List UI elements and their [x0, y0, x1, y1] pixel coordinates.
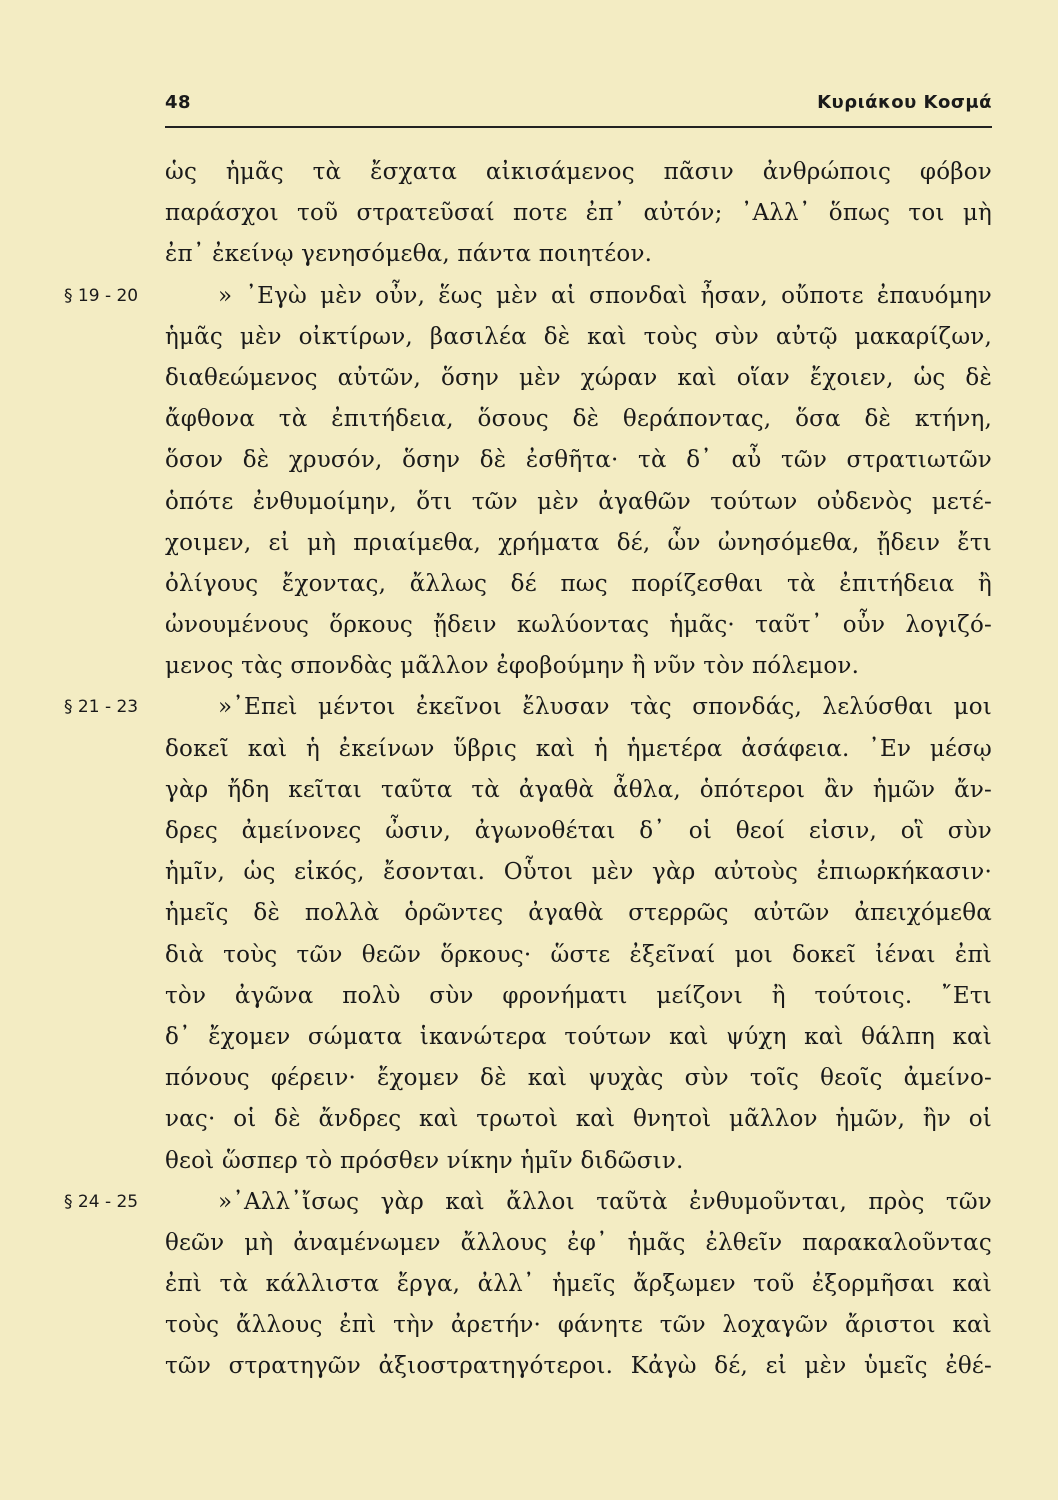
section-marker: § 24 - 25: [64, 1191, 139, 1212]
text-line: ὅσον δὲ χρυσόν, ὅσην δὲ ἐσθῆτα· τὰ δ᾿ αὖ τῶν στρατιωτῶν: [165, 447, 992, 474]
text-line: θεοὶ ὥσπερ τὸ πρόσθεν νίκην ἡμῖν διδῶσιν.: [165, 1147, 684, 1174]
section-marker: § 19 - 20: [64, 285, 139, 306]
text-line: δ᾿ ἔχομεν σώματα ἱκανώτερα τούτων καὶ ψύχη καὶ θάλπη καὶ: [165, 1023, 992, 1050]
text-line: § 24 - 25 »᾿Αλλ᾿ἴσως γὰρ καὶ ἄλλοι ταῦτὰ ἐνθυμοῦνται, πρὸς τῶν: [0, 1182, 1058, 1223]
text-line: § 21 - 23 »᾿Επεὶ μέντοι ἐκεῖνοι ἔλυσαν τὰς σπονδάς, λελύσθαι μοι: [0, 687, 1058, 728]
running-head: Κυριάκου Κοσμά: [817, 92, 992, 113]
text-line: γὰρ ἤδη κεῖται ταῦτα τὰ ἀγαθὰ ἆθλα, ὁπότεροι ἂν ἡμῶν ἄν-: [165, 776, 992, 803]
text-line: τῶν στρατηγῶν ἀξιοστρατηγότεροι. Κἀγὼ δέ, εἰ μὲν ὑμεῖς ἐθέ-: [165, 1353, 992, 1380]
text-line: ἐπὶ τὰ κάλλιστα ἔργα, ἀλλ᾿ ἡμεῖς ἄρξωμεν τοῦ ἐξορμῆσαι καὶ: [165, 1271, 992, 1298]
text-line: ὀλίγους ἔχοντας, ἄλλως δέ πως πορίζεσθαι τὰ ἐπιτήδεια ἢ: [165, 570, 992, 597]
page-header: [165, 92, 992, 128]
text-line: ἐπ᾿ ἐκείνῳ γενησόμεθα, πάντα ποιητέον.: [165, 241, 653, 268]
section-marker: § 21 - 23: [64, 697, 139, 718]
page-number: 48: [165, 92, 192, 113]
text-line: ἄφθονα τὰ ἐπιτήδεια, ὅσους δὲ θεράποντας, ὅσα δὲ κτήνη,: [165, 406, 992, 433]
text-line: ἡμᾶς μὲν οἰκτίρων, βασιλέα δὲ καὶ τοὺς σὺν αὐτῷ μακαρίζων,: [165, 323, 992, 350]
text-line: ὡς ἡμᾶς τὰ ἔσχατα αἰκισάμενος πᾶσιν ἀνθρώποις φόβον: [165, 159, 992, 185]
text-line: διαθεώμενος αὐτῶν, ὅσην μὲν χώραν καὶ οἵαν ἔχοιεν, ὡς δὲ: [165, 364, 992, 391]
text-line: νας· οἱ δὲ ἄνδρες καὶ τρωτοὶ καὶ θνητοὶ μᾶλλον ἡμῶν, ἢν οἱ: [165, 1106, 992, 1133]
text-line: τοὺς ἄλλους ἐπὶ τὴν ἀρετήν· φάνητε τῶν λοχαγῶν ἄριστοι καὶ: [165, 1312, 992, 1339]
text-line: ὁπότε ἐνθυμοίμην, ὅτι τῶν μὲν ἀγαθῶν τούτων οὐδενὸς μετέ-: [165, 488, 992, 515]
text-body: [0, 152, 1058, 1388]
text-line: διὰ τοὺς τῶν θεῶν ὅρκους· ὥστε ἐξεῖναί μοι δοκεῖ ἰέναι ἐπὶ: [165, 941, 992, 968]
text-line: χοιμεν, εἰ μὴ πριαίμεθα, χρήματα δέ, ὧν ὠνησόμεθα, ᾔδειν ἔτι: [165, 529, 992, 556]
text-line: § 19 - 20 » ᾿Εγὼ μὲν οὖν, ἕως μὲν αἱ σπονδαὶ ἦσαν, οὔποτε ἐπαυόμην: [0, 276, 1058, 317]
text-line: ἡμῖν, ὡς εἰκός, ἔσονται. Οὗτοι μὲν γὰρ αὐτοὺς ἐπιωρκήκασιν·: [165, 859, 992, 886]
text-line: θεῶν μὴ ἀναμένωμεν ἄλλους ἐφ᾿ ἡμᾶς ἐλθεῖν παρακαλοῦντας: [165, 1229, 992, 1256]
text-line: ἡμεῖς δὲ πολλὰ ὁρῶντες ἀγαθὰ στερρῶς αὐτῶν ἀπειχόμεθα: [165, 900, 992, 927]
text-line: δρες ἀμείνονες ὦσιν, ἀγωνοθέται δ᾿ οἱ θεοί εἰσιν, οἳ σὺν: [165, 818, 992, 844]
text-line: πόνους φέρειν· ἔχομεν δὲ καὶ ψυχὰς σὺν τοῖς θεοῖς ἀμείνο-: [165, 1065, 992, 1092]
text-line: δοκεῖ καὶ ἡ ἐκείνων ὕβρις καὶ ἡ ἡμετέρα ἀσάφεια. ᾿Εν μέσῳ: [165, 735, 992, 762]
text-line: ὠνουμένους ὅρκους ᾔδειν κωλύοντας ἡμᾶς· ταῦτ᾿ οὖν λογιζό-: [165, 612, 992, 639]
text-line: μενος τὰς σπονδὰς μᾶλλον ἐφοβούμην ἢ νῦν τὸν πόλεμον.: [165, 653, 860, 680]
text-line: τὸν ἀγῶνα πολὺ σὺν φρονήματι μείζονι ἢ τούτοις. ῎Ετι: [165, 982, 992, 1009]
text-line: παράσχοι τοῦ στρατεῦσαί ποτε ἐπ᾿ αὐτόν; ᾿Αλλ᾿ ὅπως τοι μὴ: [165, 200, 992, 227]
